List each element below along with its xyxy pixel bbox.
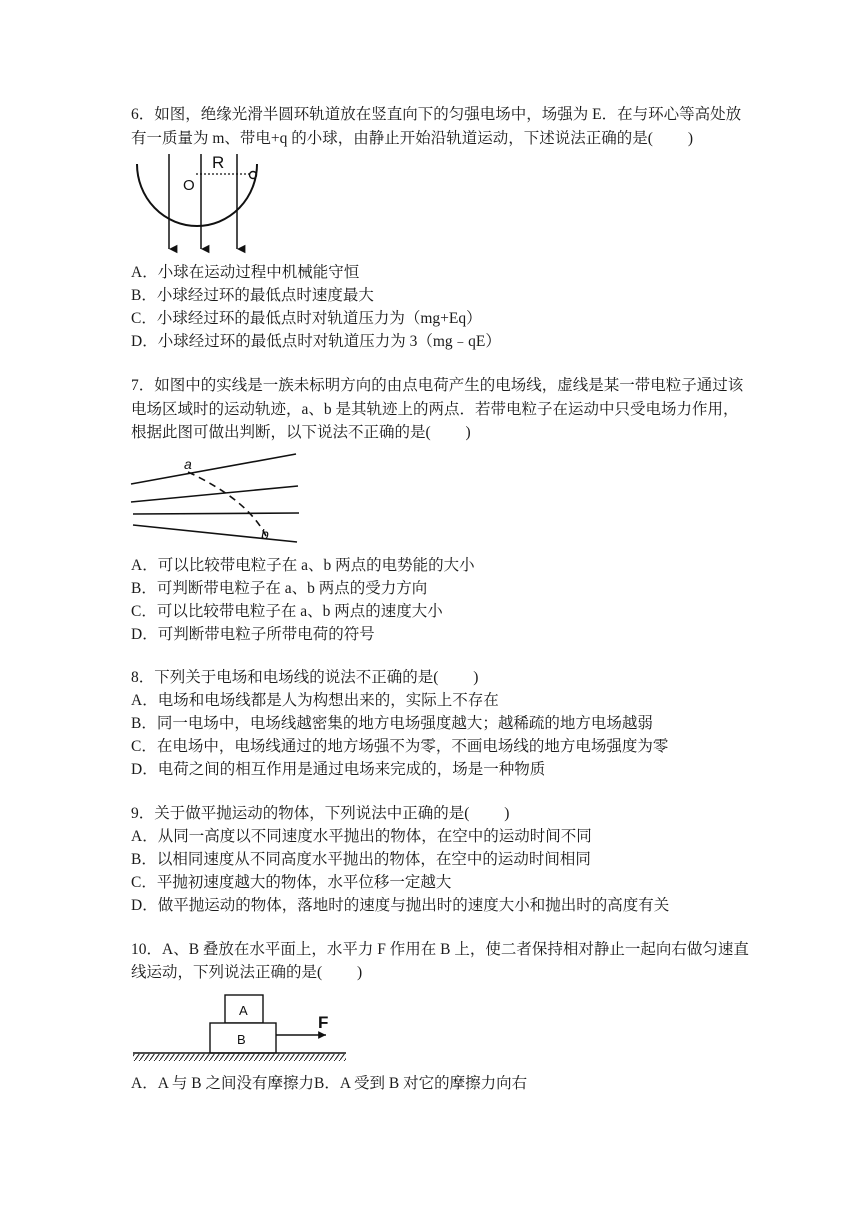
label-R: R	[212, 153, 225, 172]
q10-stem-line1: 10．A、B 叠放在水平面上，水平力 F 作用在 B 上，使二者保持相对静止一起向右做匀速直	[131, 941, 749, 958]
q7-option-a: A．可以比较带电粒子在 a、b 两点的电势能的大小	[131, 557, 475, 574]
q6-stem-line2: 有一质量为 m、带电+q 的小球，由静止开始沿轨道运动，下述说法正确的是( )	[131, 130, 693, 147]
q7-option-c: C．可以比较带电粒子在 a、b 两点的速度大小	[131, 603, 443, 620]
q9-option-d: D．做平抛运动的物体，落地时的速度与抛出时的速度大小和抛出时的高度有关	[131, 897, 670, 914]
q8-option-a: A．电场和电场线都是人为构想出来的，实际上不存在	[131, 692, 499, 709]
q7-stem-line1: 7．如图中的实线是一族未标明方向的由点电荷产生的电场线，虚线是某一带电粒子通过该	[131, 377, 744, 394]
label-A: A	[239, 1003, 248, 1018]
label-a: a	[184, 456, 192, 472]
q6-option-a: A．小球在运动过程中机械能守恒	[131, 264, 360, 281]
label-b: b	[261, 526, 269, 542]
q6-option-d: D．小球经过环的最低点时对轨道压力为 3（mg﹣qE）	[131, 333, 501, 350]
q6-figure	[130, 152, 270, 257]
semicircle-track	[137, 164, 257, 226]
label-F: F	[318, 1013, 329, 1032]
particle-trajectory	[188, 472, 266, 536]
q9-option-b: B．以相同速度从不同高度水平抛出的物体，在空中的运动时间相同	[131, 851, 591, 868]
q10-options: A．A 与 B 之间没有摩擦力B．A 受到 B 对它的摩擦力向右	[131, 1075, 528, 1092]
field-line-2	[131, 486, 298, 502]
q7-option-b: B．可判断带电粒子在 a、b 两点的受力方向	[131, 580, 428, 597]
q6-stem-line1: 6．如图，绝缘光滑半圆环轨道放在竖直向下的匀强电场中，场强为 E．在与环心等高处放	[131, 106, 742, 123]
q8-option-d: D．电荷之间的相互作用是通过电场来完成的，场是一种物质	[131, 761, 546, 778]
q9-stem: 9．关于做平抛运动的物体，下列说法中正确的是( )	[131, 805, 510, 822]
field-line-1	[131, 454, 296, 484]
q10-figure	[130, 990, 350, 1070]
label-O: O	[183, 177, 195, 194]
ground-hatch	[133, 1054, 346, 1061]
q6-option-b: B．小球经过环的最低点时速度最大	[131, 287, 374, 304]
field-line-4	[133, 525, 297, 542]
field-line-3	[133, 513, 299, 514]
q9-option-c: C．平抛初速度越大的物体，水平位移一定越大	[131, 874, 452, 891]
q8-option-b: B．同一电场中，电场线越密集的地方电场强度越大；越稀疏的地方电场越弱	[131, 715, 653, 732]
q6-option-c: C．小球经过环的最低点时对轨道压力为（mg+Eq）	[131, 310, 482, 327]
q10-stem-line2: 线运动，下列说法正确的是( )	[131, 964, 363, 981]
q7-stem-line3: 根据此图可做出判断，以下说法不正确的是( )	[131, 424, 471, 441]
label-B: B	[237, 1032, 246, 1047]
q9-option-a: A．从同一高度以不同速度水平抛出的物体，在空中的运动时间不同	[131, 828, 592, 845]
q8-stem: 8．下列关于电场和电场线的说法不正确的是( )	[131, 669, 479, 686]
q7-option-d: D．可判断带电粒子所带电荷的符号	[131, 626, 375, 643]
q7-stem-line2: 电场区域时的运动轨迹，a、b 是其轨迹上的两点．若带电粒子在运动中只受电场力作用，	[131, 401, 739, 418]
q8-option-c: C．在电场中，电场线通过的地方场强不为零，不画电场线的地方电场强度为零	[131, 738, 669, 755]
q7-figure	[128, 450, 303, 548]
